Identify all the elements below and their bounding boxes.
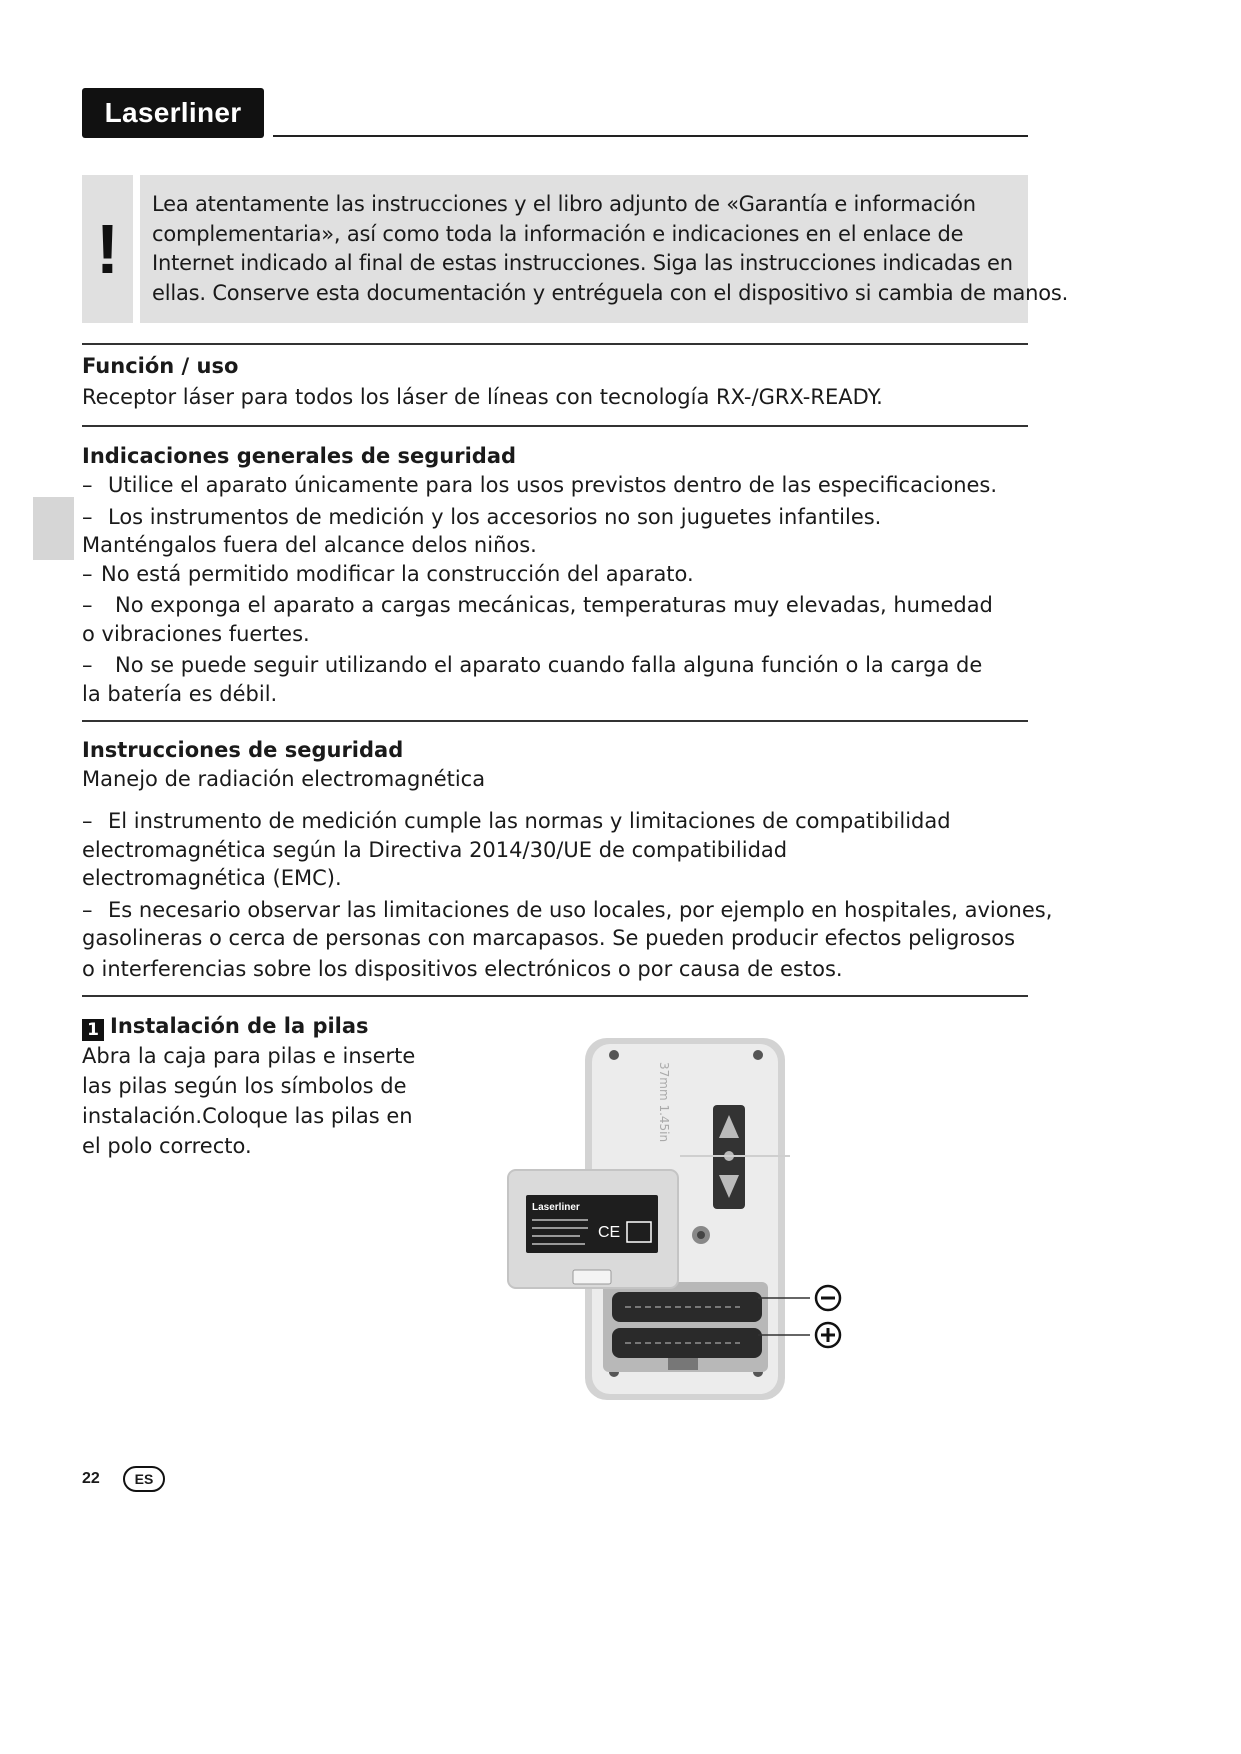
section-title: Función / uso xyxy=(82,354,239,378)
screw-icon xyxy=(753,1050,763,1060)
header-rule xyxy=(273,135,1028,137)
device-battery-illustration xyxy=(500,1030,860,1410)
list-item-continuation: gasolineras o cerca de personas con marcapasos. Se pueden producir efectos peligrosos xyxy=(82,926,1016,950)
list-item-text: No exponga el aparato a cargas mecánicas, temperaturas muy elevadas, humedad xyxy=(115,593,993,617)
section-rule xyxy=(82,343,1028,345)
list-item-continuation: o interferencias sobre los dispositivos electrónicos o por causa de estos. xyxy=(82,956,843,981)
section-title: Indicaciones generales de seguridad xyxy=(82,444,517,468)
list-item: – No está permitido modificar la construcción del aparato. xyxy=(82,561,694,586)
notice-line: Lea atentamente las instrucciones y el libro adjunto de «Garantía e información xyxy=(152,192,976,216)
section-title xyxy=(82,1012,482,1041)
page-number: 22 xyxy=(82,1470,100,1487)
side-tab-marker xyxy=(33,497,74,560)
section-instrucciones xyxy=(82,736,1053,983)
section-rule xyxy=(82,995,1028,997)
notice-line: ellas. Conserve esta documentación y entréguela con el dispositivo si cambia de manos. xyxy=(152,280,1069,305)
list-item: – No exponga el aparato a cargas mecánicas, temperaturas muy elevadas, humedad xyxy=(82,593,993,617)
body-line: las pilas según los símbolos de xyxy=(82,1074,407,1098)
section-funcion xyxy=(82,352,1032,412)
list-item: – Utilice el aparato únicamente para los usos previstos dentro de las especificaciones. xyxy=(82,473,998,497)
list-item-continuation: electromagnética (EMC). xyxy=(82,866,342,890)
list-item: – No se puede seguir utilizando el aparato cuando falla alguna función o la carga de xyxy=(82,653,983,677)
screw-icon xyxy=(609,1050,619,1060)
list-item-continuation: electromagnética según la Directiva 2014/30/UE de compatibilidad xyxy=(82,837,788,862)
list-item-continuation: la batería es débil. xyxy=(82,681,278,706)
step-number-badge: 1 xyxy=(82,1019,104,1041)
body-line: el polo correcto. xyxy=(82,1134,252,1158)
section-rule xyxy=(82,425,1028,427)
section-pilas xyxy=(82,1012,482,1161)
list-item: – Los instrumentos de medición y los accesorios no son juguetes infantiles. xyxy=(82,504,882,529)
body-line: instalación.Coloque las pilas en xyxy=(82,1104,413,1128)
list-item-text: Utilice el aparato únicamente para los usos previstos dentro de las especificaciones. xyxy=(108,473,998,497)
scale-text: 37mm 1.45in xyxy=(657,1062,671,1143)
section-title: Instrucciones de seguridad xyxy=(82,738,404,762)
section-rule xyxy=(82,720,1028,722)
warning-icon: ! xyxy=(82,175,133,323)
ce-mark: CE xyxy=(598,1224,621,1241)
list-item-continuation: o vibraciones fuertes. xyxy=(82,621,310,646)
language-badge: ES xyxy=(123,1466,165,1492)
list-item-text: Los instrumentos de medición y los accesorios no son juguetes infantiles. xyxy=(108,504,882,529)
notice-line: Internet indicado al final de estas instrucciones. Siga las instrucciones indicadas en xyxy=(152,251,1013,275)
list-item-text: Es necesario observar las limitaciones de uso locales, por ejemplo en hospitales, aviones, xyxy=(108,897,1053,922)
list-item-continuation: Manténgalos fuera del alcance delos niños. xyxy=(82,533,537,557)
section-seguridad-general xyxy=(82,442,1032,708)
laserliner-logo: Laserliner xyxy=(82,88,264,138)
list-item-text: No está permitido modificar la construcción del aparato. xyxy=(101,561,694,586)
section-text: Receptor láser para todos los láser de líneas con tecnología RX-/GRX-READY. xyxy=(82,385,883,409)
list-item-text: El instrumento de medición cumple las normas y limitaciones de compatibilidad xyxy=(108,809,951,833)
notice-line: complementaria», así como toda la información e indicaciones en el enlace de xyxy=(152,221,964,246)
list-item: – Es necesario observar las limitaciones de uso locales, por ejemplo en hospitales, aviones, xyxy=(82,897,1053,922)
notice-box xyxy=(140,175,1069,323)
list-item: – El instrumento de medición cumple las normas y limitaciones de compatibilidad xyxy=(82,809,951,833)
list-item-text: No se puede seguir utilizando el aparato cuando falla alguna función o la carga de xyxy=(115,653,983,677)
body-line: Abra la caja para pilas e inserte xyxy=(82,1044,416,1068)
section-title-text: Instalación de la pilas xyxy=(110,1014,369,1038)
section-subtitle: Manejo de radiación electromagnética xyxy=(82,767,486,791)
cover-brand-text: Laserliner xyxy=(532,1202,580,1213)
